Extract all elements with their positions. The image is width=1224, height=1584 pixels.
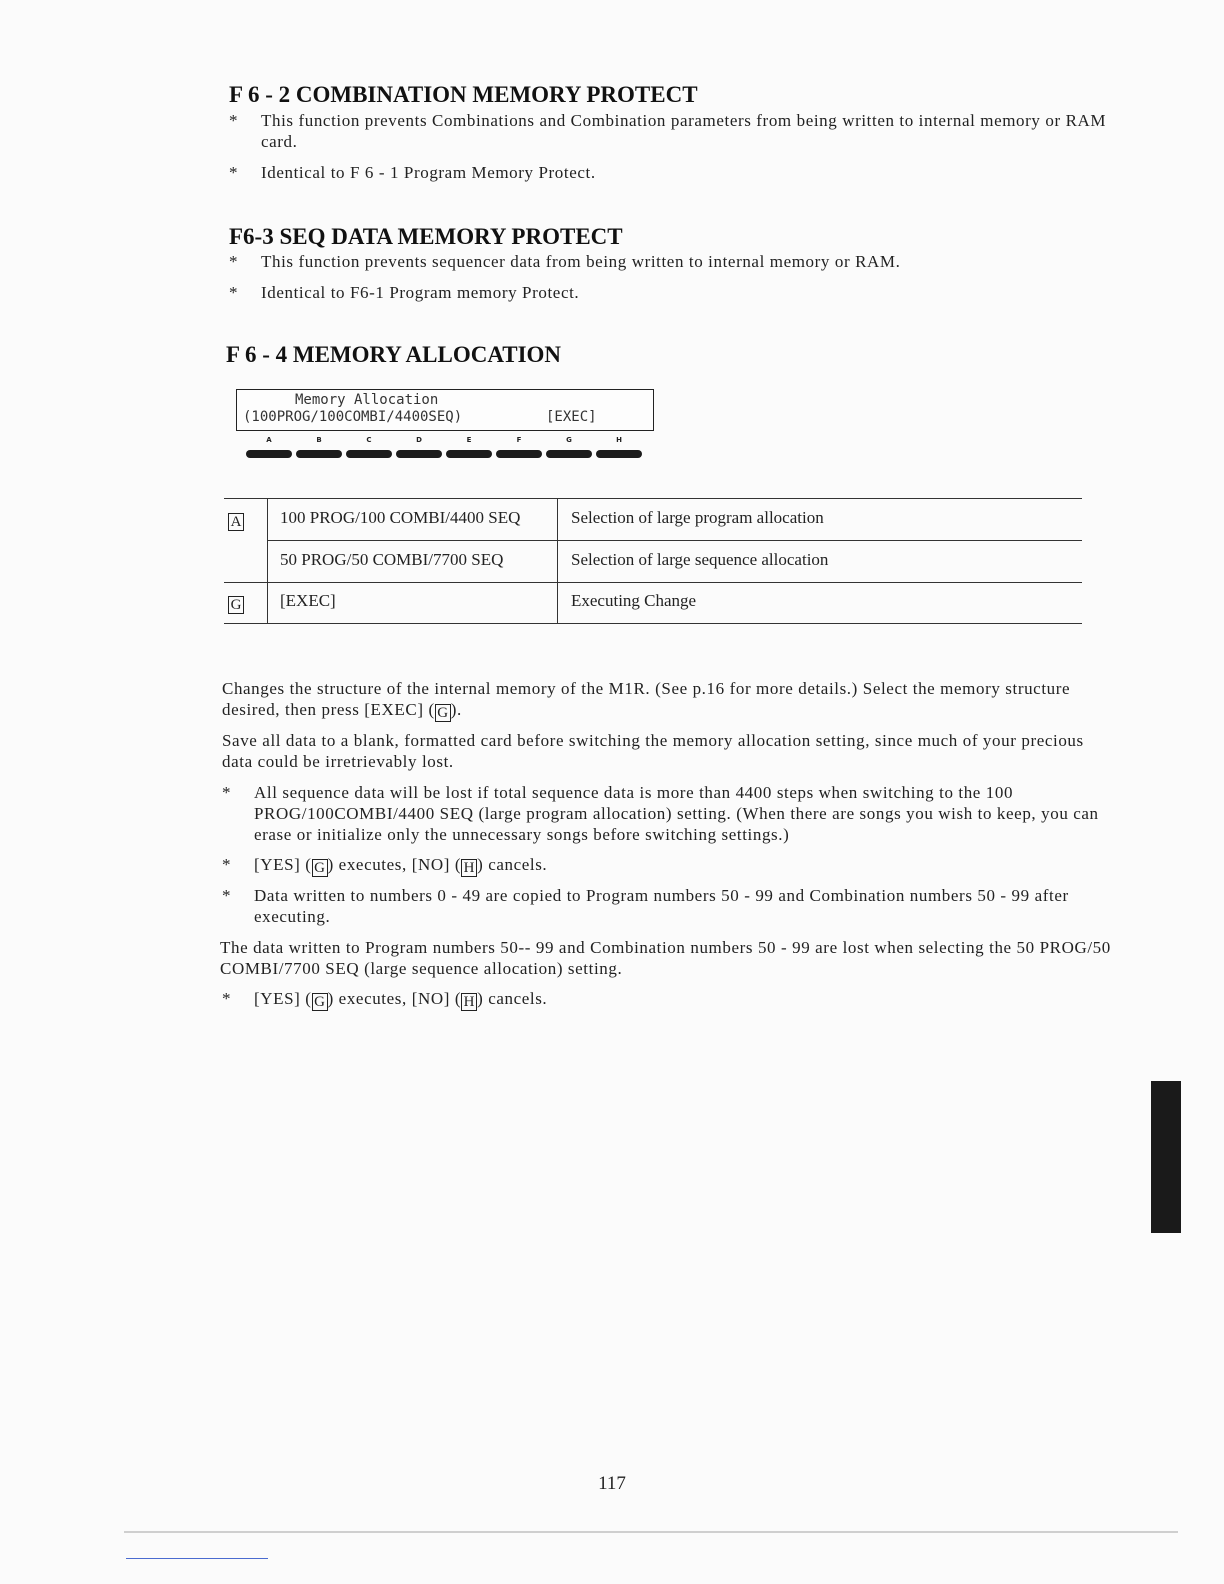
value-cell: 100 PROG/100 COMBI/4400 SEQ [280, 508, 521, 527]
key-h-icon: H [461, 859, 477, 877]
list-item [229, 282, 1124, 303]
bullet-text-part: ) cancels. [477, 855, 548, 874]
softkey-label: E [466, 436, 472, 444]
bullet-text-part: ) executes, [NO] ( [327, 855, 462, 874]
bullet-text: Identical to F 6 - 1 Program Memory Protect. [261, 163, 596, 182]
page-number: 117 [598, 1473, 626, 1494]
list-item [222, 988, 1118, 1011]
softkey-bar-icon [346, 450, 392, 458]
softkey-bar-icon [496, 450, 542, 458]
list-item [229, 162, 1124, 183]
softkey-bar-icon [246, 450, 292, 458]
bullet-text-part: ) executes, [NO] ( [327, 989, 462, 1008]
bullet-text-part: [YES] ( [254, 855, 312, 874]
bullet-text: All sequence data will be lost if total sequence data is more than 4400 steps when switching to the 100 PROG/100COMBI/4400 SEQ (large program allocation) setting. (When there are songs you wish to keep, you can erase or initialize only the unnecessary songs before switching settings.) [254, 783, 1099, 844]
softkey-h [596, 436, 642, 462]
key-g-icon: G [435, 704, 451, 722]
bullet-text: Identical to F6-1 Program memory Protect. [261, 283, 580, 302]
key-g-icon: G [312, 993, 328, 1011]
lcd-display [236, 389, 654, 431]
lcd-line-2: (100PROG/100COMBI/4400SEQ) [243, 409, 463, 425]
list-item [222, 885, 1118, 927]
softkey-bar-icon [396, 450, 442, 458]
bullet-marker: * [229, 111, 239, 130]
bullet-text: This function prevents Combinations and Combination parameters from being written to internal memory or RAM card. [261, 111, 1107, 151]
footer-rule-accent [126, 1558, 268, 1559]
softkey-row [246, 436, 646, 462]
softkey-bar-icon [546, 450, 592, 458]
softkey-label: C [366, 436, 372, 444]
table-row [224, 540, 1082, 582]
bullet-marker: * [222, 886, 232, 905]
list-item [222, 782, 1118, 845]
bullet-text [222, 854, 1118, 877]
section-title-memory-allocation: F 6 - 4 MEMORY ALLOCATION [226, 342, 562, 367]
softkey-bar-icon [296, 450, 342, 458]
softkey-label: D [416, 436, 422, 444]
softkey-f [496, 436, 542, 462]
bullet-marker: * [222, 855, 232, 874]
key-cell [228, 592, 244, 614]
desc-cell: Selection of large program allocation [571, 508, 824, 527]
chapter-thumb-tab [1151, 1081, 1181, 1233]
paragraph-text: Changes the structure of the internal memory of the M1R. (See p.16 for more details.) Select the memory structure desired, then press [EXEC] ( [222, 679, 1071, 719]
desc-cell: Executing Change [571, 591, 697, 610]
bullet-marker: * [229, 283, 239, 302]
bullet-text: Data written to numbers 0 - 49 are copied to Program numbers 50 - 99 and Combination numbers 50 - 99 after executing. [254, 886, 1069, 926]
softkey-label: H [616, 436, 622, 444]
paragraph: Save all data to a blank, formatted card before switching the memory allocation setting, since much of your precious data could be irretrievably lost. [222, 731, 1084, 771]
softkey-e [446, 436, 492, 462]
softkey-label: G [566, 436, 572, 444]
section-title-combination-memory-protect: F 6 - 2 COMBINATION MEMORY PROTECT [229, 82, 698, 107]
softkey-bar-icon [446, 450, 492, 458]
lcd-exec: [EXEC] [546, 409, 597, 425]
bullet-marker: * [229, 163, 239, 182]
key-h-icon: H [461, 993, 477, 1011]
value-cell: [EXEC] [280, 591, 336, 610]
bullet-text [222, 988, 1118, 1011]
list-item [229, 110, 1124, 152]
section-title-seq-data-memory-protect: F6-3 SEQ DATA MEMORY PROTECT [229, 224, 623, 249]
key-cell [228, 509, 244, 531]
key-g-icon: G [228, 596, 244, 614]
lcd-line-1: Memory Allocation [295, 392, 439, 408]
softkey-c [346, 436, 392, 462]
bullet-marker: * [229, 252, 239, 271]
list-item [229, 251, 1124, 272]
softkey-label: B [316, 436, 322, 444]
bullet-text: This function prevents sequencer data from being written to internal memory or RAM. [261, 252, 901, 271]
bullet-text-part: ) cancels. [477, 989, 548, 1008]
softkey-d [396, 436, 442, 462]
key-g-icon: G [312, 859, 328, 877]
table-row [224, 582, 1082, 624]
softkey-label: A [266, 436, 272, 444]
softkey-label: F [516, 436, 522, 444]
value-cell: 50 PROG/50 COMBI/7700 SEQ [280, 550, 504, 569]
bullet-text-part: [YES] ( [254, 989, 312, 1008]
table-row [224, 498, 1082, 540]
paragraph [222, 678, 1118, 722]
softkey-g [546, 436, 592, 462]
paragraph: The data written to Program numbers 50-- 99 and Combination numbers 50 - 99 are lost when selecting the 50 PROG/50 COMBI/7700 SEQ (large sequence allocation) setting. [220, 938, 1111, 978]
key-a-icon: A [228, 513, 244, 531]
bullet-marker: * [222, 989, 232, 1008]
softkey-bar-icon [596, 450, 642, 458]
softkey-a [246, 436, 292, 462]
footer-rule [124, 1531, 1178, 1533]
paragraph-text: ). [450, 700, 462, 719]
bullet-marker: * [222, 783, 232, 802]
list-item [222, 854, 1118, 877]
softkey-b [296, 436, 342, 462]
desc-cell: Selection of large sequence allocation [571, 550, 829, 569]
